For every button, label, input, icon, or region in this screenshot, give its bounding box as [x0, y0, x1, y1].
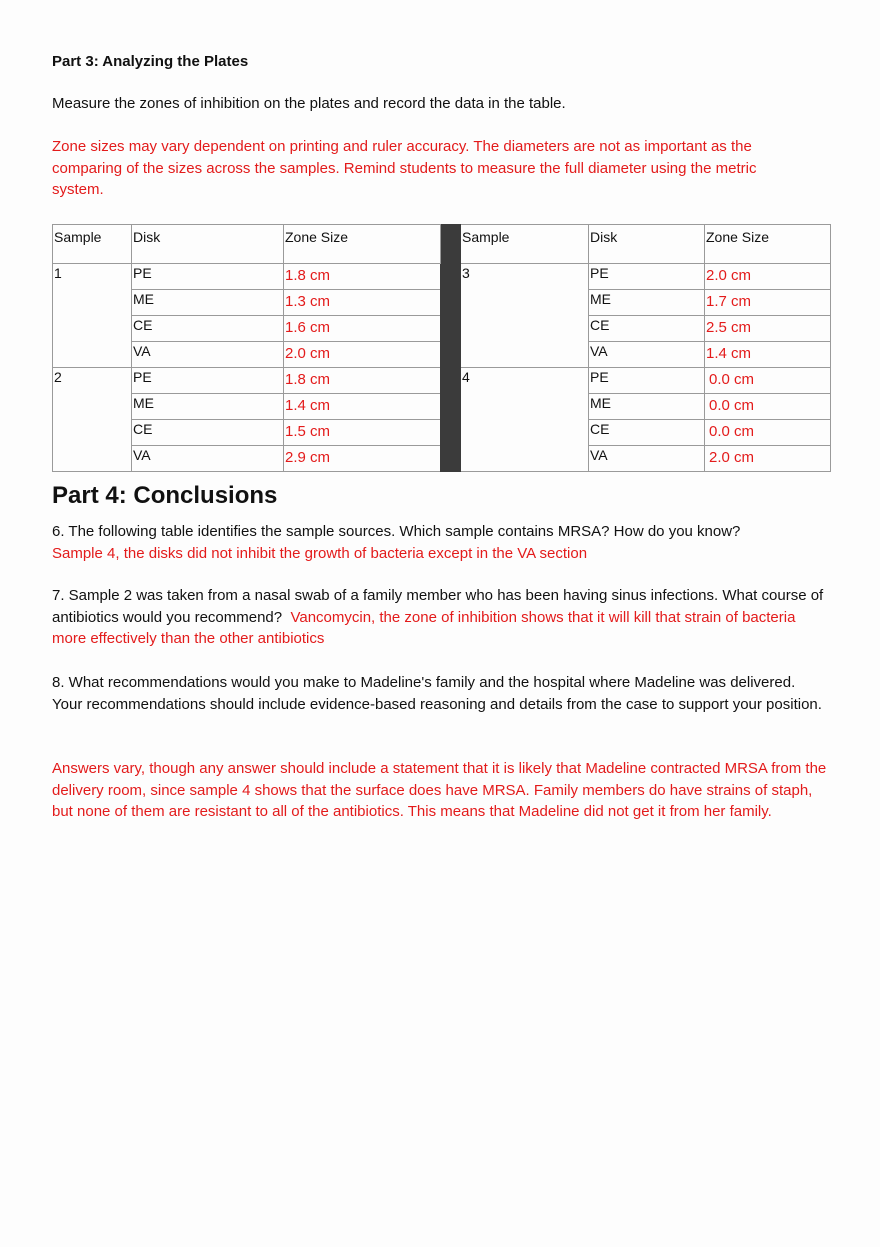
sample-cell: 2	[53, 368, 132, 472]
header-zone-size-right: Zone Size	[705, 225, 831, 264]
disk-cell: VA	[132, 342, 284, 368]
zone-size-cell: 1.8 cm	[284, 368, 441, 394]
zone-size-cell: 1.5 cm	[284, 420, 441, 446]
disk-cell: ME	[589, 290, 705, 316]
disk-cell: PE	[589, 368, 705, 394]
measure-instruction: Measure the zones of inhibition on the plates and record the data in the table.	[52, 95, 566, 112]
disk-cell: CE	[589, 316, 705, 342]
sample-cell: 3	[461, 264, 589, 368]
zone-size-cell: 1.6 cm	[284, 316, 441, 342]
disk-cell: VA	[132, 446, 284, 472]
disk-cell: PE	[132, 264, 284, 290]
question-6	[52, 521, 832, 564]
zone-size-cell: 2.0 cm	[284, 342, 441, 368]
zone-size-cell: 1.4 cm	[284, 394, 441, 420]
answer-6: Sample 4, the disks did not inhibit the growth of bacteria except in the VA section	[52, 544, 588, 562]
zone-size-cell: 2.0 cm	[705, 264, 831, 290]
disk-cell: ME	[589, 394, 705, 420]
zone-size-cell: 0.0 cm	[705, 394, 831, 420]
question-7-text: 7. Sample 2 was taken from a nasal swab of a family member who has been having sinus infections. What course of antibiotics would you recommend?	[52, 587, 824, 626]
disk-cell: VA	[589, 342, 705, 368]
disk-cell: PE	[589, 264, 705, 290]
zone-size-cell: 0.0 cm	[705, 420, 831, 446]
header-sample-right: Sample	[461, 225, 589, 264]
zone-size-cell: 2.9 cm	[284, 446, 441, 472]
zone-size-cell: 1.8 cm	[284, 264, 441, 290]
zone-size-cell: 1.7 cm	[705, 290, 831, 316]
answer-8: Answers vary, though any answer should include a statement that it is likely that Madeline contracted MRSA from the delivery room, since sample 4 shows that the surface does have MRSA. Family members do have strains of staph, but none of them are resistant to all of the antibiotics. This means that Madeline did not get it from her family.	[52, 760, 827, 820]
answer-7: Vancomycin, the zone of inhibition shows that it will kill that strain of bacteria more effectively than the other antibiotics	[52, 608, 796, 647]
disk-cell: CE	[589, 420, 705, 446]
question-8: 8. What recommendations would you make to Madeline's family and the hospital where Madeline was delivered. Your recommendations should include evidence-based reasoning and details from the case to support your position.	[52, 674, 822, 713]
sample-cell: 1	[53, 264, 132, 368]
disk-cell: ME	[132, 394, 284, 420]
zone-size-cell: 0.0 cm	[705, 368, 831, 394]
part4-heading: Part 4: Conclusions	[52, 482, 278, 509]
table-header-row	[53, 225, 831, 264]
disk-cell: CE	[132, 316, 284, 342]
zone-size-cell: 2.0 cm	[705, 446, 831, 472]
table-column-separator	[441, 225, 461, 472]
disk-cell: VA	[589, 446, 705, 472]
zone-of-inhibition-table	[52, 224, 831, 472]
zone-size-cell: 1.3 cm	[284, 290, 441, 316]
disk-cell: ME	[132, 290, 284, 316]
header-zone-size-left: Zone Size	[284, 225, 441, 264]
header-sample-left: Sample	[53, 225, 132, 264]
disk-cell: PE	[132, 368, 284, 394]
disk-cell: CE	[132, 420, 284, 446]
question-6-text: 6. The following table identifies the sample sources. Which sample contains MRSA? How do you know?	[52, 523, 741, 540]
question-7	[52, 585, 832, 650]
sample-cell: 4	[461, 368, 589, 472]
header-disk-right: Disk	[589, 225, 705, 264]
part3-heading: Part 3: Analyzing the Plates	[52, 53, 249, 70]
zone-size-cell: 2.5 cm	[705, 316, 831, 342]
header-disk-left: Disk	[132, 225, 284, 264]
zone-size-cell: 1.4 cm	[705, 342, 831, 368]
teacher-note: Zone sizes may vary dependent on printing and ruler accuracy. The diameters are not as important as the comparing of the sizes across the samples. Remind students to measure the full diameter using the metric system.	[52, 138, 757, 198]
